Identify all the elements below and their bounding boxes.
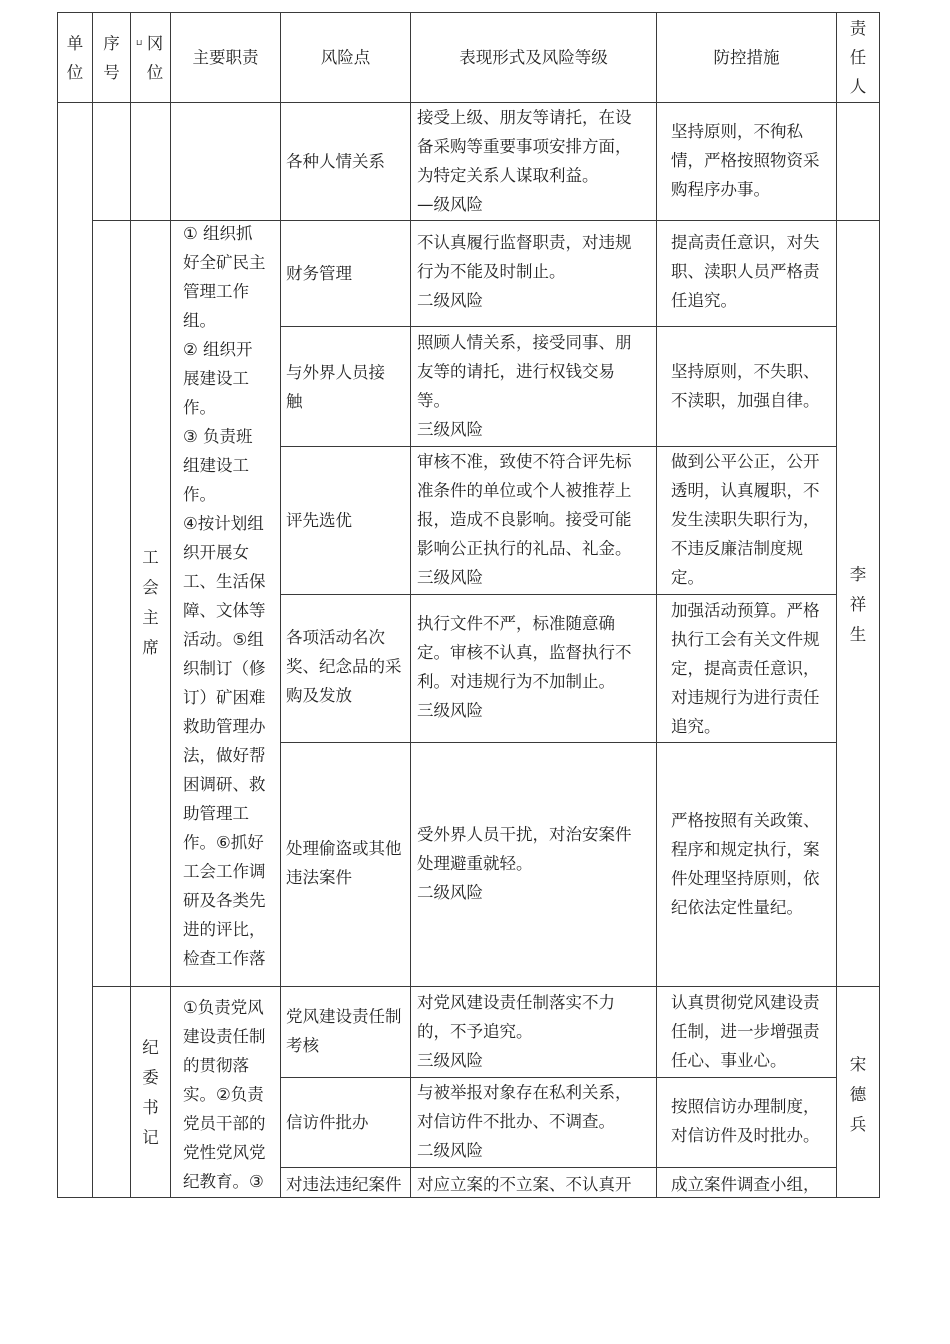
risk-point-cell: 信访件批办 bbox=[286, 1113, 369, 1132]
header-risk-point: 风险点 bbox=[320, 48, 371, 67]
header-person: 责 任 人 bbox=[849, 19, 867, 96]
risk-form-cell: 受外界人员干扰，对治安案件 处理避重就轻。 二级风险 bbox=[417, 825, 632, 902]
row-divider bbox=[280, 1167, 836, 1168]
header-seq: 序 号 bbox=[103, 33, 120, 82]
measure-cell: 严格按照有关政策、 程序和规定执行，案 件处理坚持原则，依 纪依法定性量纪。 bbox=[671, 811, 820, 917]
header-post-mark: ⊔ bbox=[136, 38, 143, 47]
table-border-bottom bbox=[57, 1197, 880, 1198]
risk-form-cell: 对党风建设责任制落实不力 的，不予追究。 三级风险 bbox=[417, 993, 615, 1070]
measure-cell: 成立案件调查小组， bbox=[671, 1175, 820, 1194]
risk-point-cell: 对违法违纪案件 bbox=[286, 1175, 402, 1194]
measure-cell: 加强活动预算。严格 执行工会有关文件规 定，提高责任意识， 对违规行为进行责任 追究。 bbox=[671, 601, 820, 736]
header-unit: 单 位 bbox=[66, 33, 84, 82]
risk-point-cell: 与外界人员接 触 bbox=[286, 362, 385, 411]
col-line bbox=[280, 12, 281, 1198]
col-line bbox=[656, 12, 657, 1198]
risk-point-cell: 处理偷盗或其他 违法案件 bbox=[286, 839, 402, 887]
post-discipline-secretary: 纪 委 书 记 bbox=[142, 1038, 159, 1147]
risk-form-cell: 与被举报对象存在私利关系， 对信访件不批办、不调查。 二级风险 bbox=[417, 1083, 632, 1160]
measure-cell: 提高责任意识，对失 职、渎职人员严格责 任追究。 bbox=[671, 233, 820, 310]
measure-cell: 认真贯彻党风建设责 任制，进一步增强责 任心、事业心。 bbox=[671, 993, 820, 1070]
header-duties: 主要职责 bbox=[192, 48, 259, 67]
measure-cell: 坚持原则，不失职、 不渎职，加强自律。 bbox=[671, 362, 820, 410]
col-line bbox=[410, 12, 411, 1198]
row-divider bbox=[92, 986, 880, 987]
risk-form-cell: 照顾人情关系，接受同事、朋 友等的请托，进行权钱交易 等。 三级风险 bbox=[417, 333, 632, 439]
col-line bbox=[57, 12, 58, 1198]
duties-union: ① 组织抓 好全矿民主 管理工作 组。 ② 组织开 展建设工 作。 ③ 负责班 组建设工 作。 ④按计划组 织开展女 工、生活保 障、文体等 活动。⑤组 织制订（修 订）矿困难 救助管理办 法，做好帮 困调研、救 助管理工 作。⑥抓好 工会工作调 研及各类先 进的评比， 检查工作落 bbox=[183, 224, 266, 968]
col-line bbox=[170, 12, 171, 1198]
risk-point-cell: 各项活动名次 奖、纪念品的采 购及发放 bbox=[286, 628, 402, 705]
header-post: 冈 位 bbox=[146, 33, 164, 82]
header-measures: 防控措施 bbox=[713, 48, 780, 67]
risk-form-cell: 不认真履行监督职责，对违规 行为不能及时制止。 二级风险 bbox=[417, 233, 632, 310]
col-line bbox=[92, 12, 93, 1198]
risk-point-cell: 各种人情关系 bbox=[286, 152, 385, 171]
risk-point-cell: 党风建设责任制 考核 bbox=[286, 1007, 402, 1055]
header-form-level: 表现形式及风险等级 bbox=[459, 48, 608, 67]
col-line bbox=[879, 12, 880, 1198]
risk-form-cell: 执行文件不严，标准随意确 定。审核不认真，监督执行不 利。对违规行为不加制止。 三级风险 bbox=[417, 614, 632, 720]
measure-cell: 做到公平公正，公开 透明，认真履职，不 发生渎职失职行为， 不违反廉洁制度规 定。 bbox=[671, 452, 820, 587]
risk-form-cell: 对应立案的不立案、不认真开 bbox=[417, 1175, 632, 1194]
post-union-chairman: 工 会 主 席 bbox=[142, 548, 159, 657]
person-union: 李 祥 生 bbox=[849, 565, 867, 644]
risk-point-cell: 财务管理 bbox=[286, 264, 352, 283]
row-divider bbox=[280, 594, 836, 595]
risk-form-cell: 审核不准，致使不符合评先标 准条件的单位或个人被推荐上 报，造成不良影响。接受可能 影响公正执行的礼品、礼金。 三级风险 bbox=[417, 452, 632, 587]
measure-cell: 按照信访办理制度， 对信访件及时批办。 bbox=[671, 1097, 820, 1145]
risk-point-cell: 评先选优 bbox=[286, 511, 352, 530]
person-discipline: 宋 德 兵 bbox=[849, 1055, 867, 1134]
risk-form-cell: 接受上级、朋友等请托，在设 备采购等重要事项安排方面， 为特定关系人谋取利益。 —级风险 bbox=[417, 108, 632, 214]
row-divider bbox=[280, 742, 836, 743]
duties-discipline: ①负责党风 建设责任制 的贯彻落 实。②负责 党员干部的 党性党风党 纪教育。③ bbox=[183, 998, 266, 1191]
measure-cell: 坚持原则，不徇私 情，严格按照物资采 购程序办事。 bbox=[671, 122, 820, 199]
